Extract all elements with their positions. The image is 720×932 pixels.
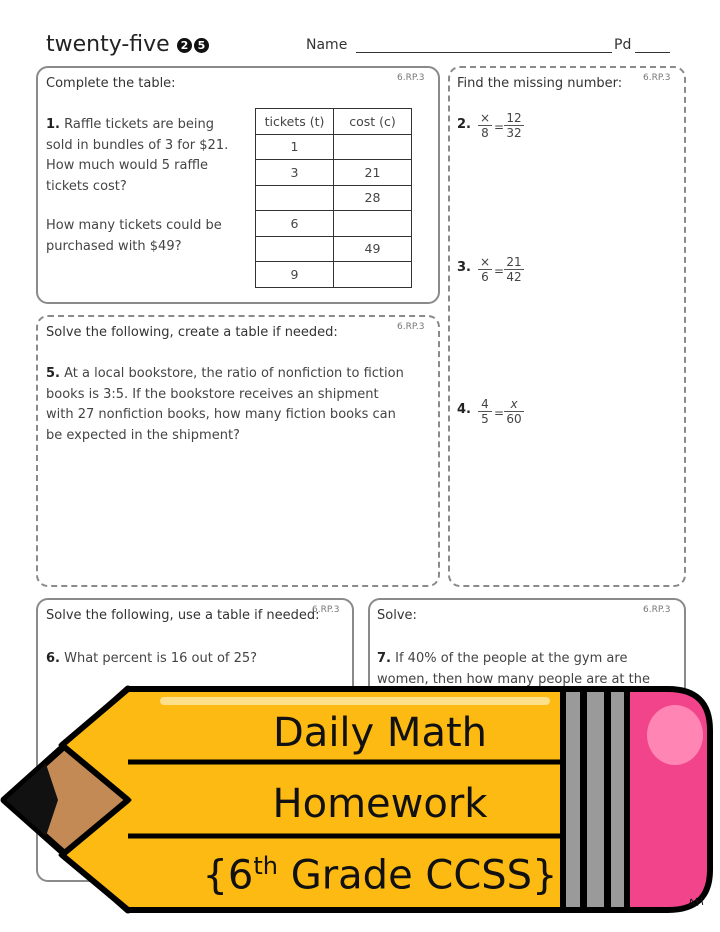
problem-line: What percent is 16 out of 25? xyxy=(64,651,258,666)
problem-line: At a local bookstore, the ratio of nonfiction to fiction xyxy=(64,366,404,381)
grade-superscript: th xyxy=(253,852,279,880)
box3-heading: Solve the following, create a table if needed: xyxy=(46,325,338,340)
problem-number: 5. xyxy=(46,366,60,381)
problem-line: books is 3:5. If the bookstore receives an shipment xyxy=(46,386,379,402)
equals-sign: = xyxy=(494,120,505,134)
numerator: 4 xyxy=(481,397,489,411)
numerator: × xyxy=(479,111,491,125)
problem-2-number: 2. xyxy=(457,117,471,132)
box4-standard: 6.RP.3 xyxy=(312,605,340,615)
problem-line: sold in bundles of 3 for $21. xyxy=(46,137,229,153)
problem-line: How many tickets could be xyxy=(46,218,222,233)
table-cell[interactable]: 28 xyxy=(334,185,412,211)
name-label: Name xyxy=(306,37,348,53)
denominator: 60 xyxy=(504,411,524,426)
badge-digit: 5 xyxy=(194,38,209,53)
worksheet-title: twenty-five xyxy=(46,32,170,57)
box2-heading: Find the missing number: xyxy=(457,76,623,91)
problem-line: How much would 5 raffle xyxy=(46,158,209,173)
table-cell[interactable]: 6 xyxy=(256,211,334,237)
denominator: 8 xyxy=(478,125,492,140)
grade-suffix: Grade CCSS} xyxy=(278,852,558,899)
equals-sign: = xyxy=(494,264,505,278)
problem-4-number: 4. xyxy=(457,402,471,417)
box4-heading: Solve the following, use a table if needed: xyxy=(46,608,320,623)
denominator: 42 xyxy=(504,269,524,284)
problem-3-number: 3. xyxy=(457,260,471,275)
box1-heading: Complete the table: xyxy=(46,76,176,91)
column-header: cost (c) xyxy=(334,109,412,135)
badge-digit: 2 xyxy=(177,38,192,53)
pencil-text-line1: Daily Math xyxy=(273,710,487,756)
problem-line: women, then how many people are at the xyxy=(377,671,650,687)
problem-line: purchased with $49? xyxy=(46,238,182,254)
denominator: 6 xyxy=(478,269,492,284)
problem-number: 7. xyxy=(377,651,391,666)
numerator: × xyxy=(479,255,491,269)
problem-line: be expected in the shipment? xyxy=(46,427,240,443)
box5-standard: 6.RP.3 xyxy=(643,605,671,615)
grade-prefix: {6 xyxy=(202,852,254,899)
pencil-highlight xyxy=(160,697,550,705)
problem-line: with 27 nonfiction books, how many fiction books can xyxy=(46,407,396,422)
denominator: 5 xyxy=(478,411,492,426)
box5-heading: Solve: xyxy=(377,608,417,623)
pencil-text-line3 xyxy=(150,852,610,898)
equals-sign: = xyxy=(494,406,505,420)
table-cell[interactable]: 21 xyxy=(334,160,412,186)
table-cell[interactable]: 49 xyxy=(334,236,412,262)
table-cell[interactable]: 9 xyxy=(256,262,334,288)
pd-label: Pd xyxy=(614,37,632,53)
artist-signature: AH xyxy=(686,894,705,911)
problem-number: 1. xyxy=(46,117,60,132)
eraser-highlight xyxy=(647,705,703,765)
box2-standard: 6.RP.3 xyxy=(643,73,671,83)
problem-line: tickets cost? xyxy=(46,178,127,194)
problem-line: If 40% of the people at the gym are xyxy=(395,651,628,666)
table-cell[interactable]: 3 xyxy=(256,160,334,186)
table-cell[interactable]: 1 xyxy=(256,134,334,160)
numerator: 21 xyxy=(506,255,522,269)
numerator: x xyxy=(510,397,518,411)
problem-line: Raffle tickets are being xyxy=(64,117,214,132)
box3-standard: 6.RP.3 xyxy=(397,322,425,332)
pencil-text-line2: Homework xyxy=(272,781,488,827)
denominator: 32 xyxy=(504,125,524,140)
numerator: 12 xyxy=(506,111,522,125)
problem-number: 6. xyxy=(46,651,60,666)
box1-standard: 6.RP.3 xyxy=(397,73,425,83)
column-header: tickets (t) xyxy=(256,109,334,135)
